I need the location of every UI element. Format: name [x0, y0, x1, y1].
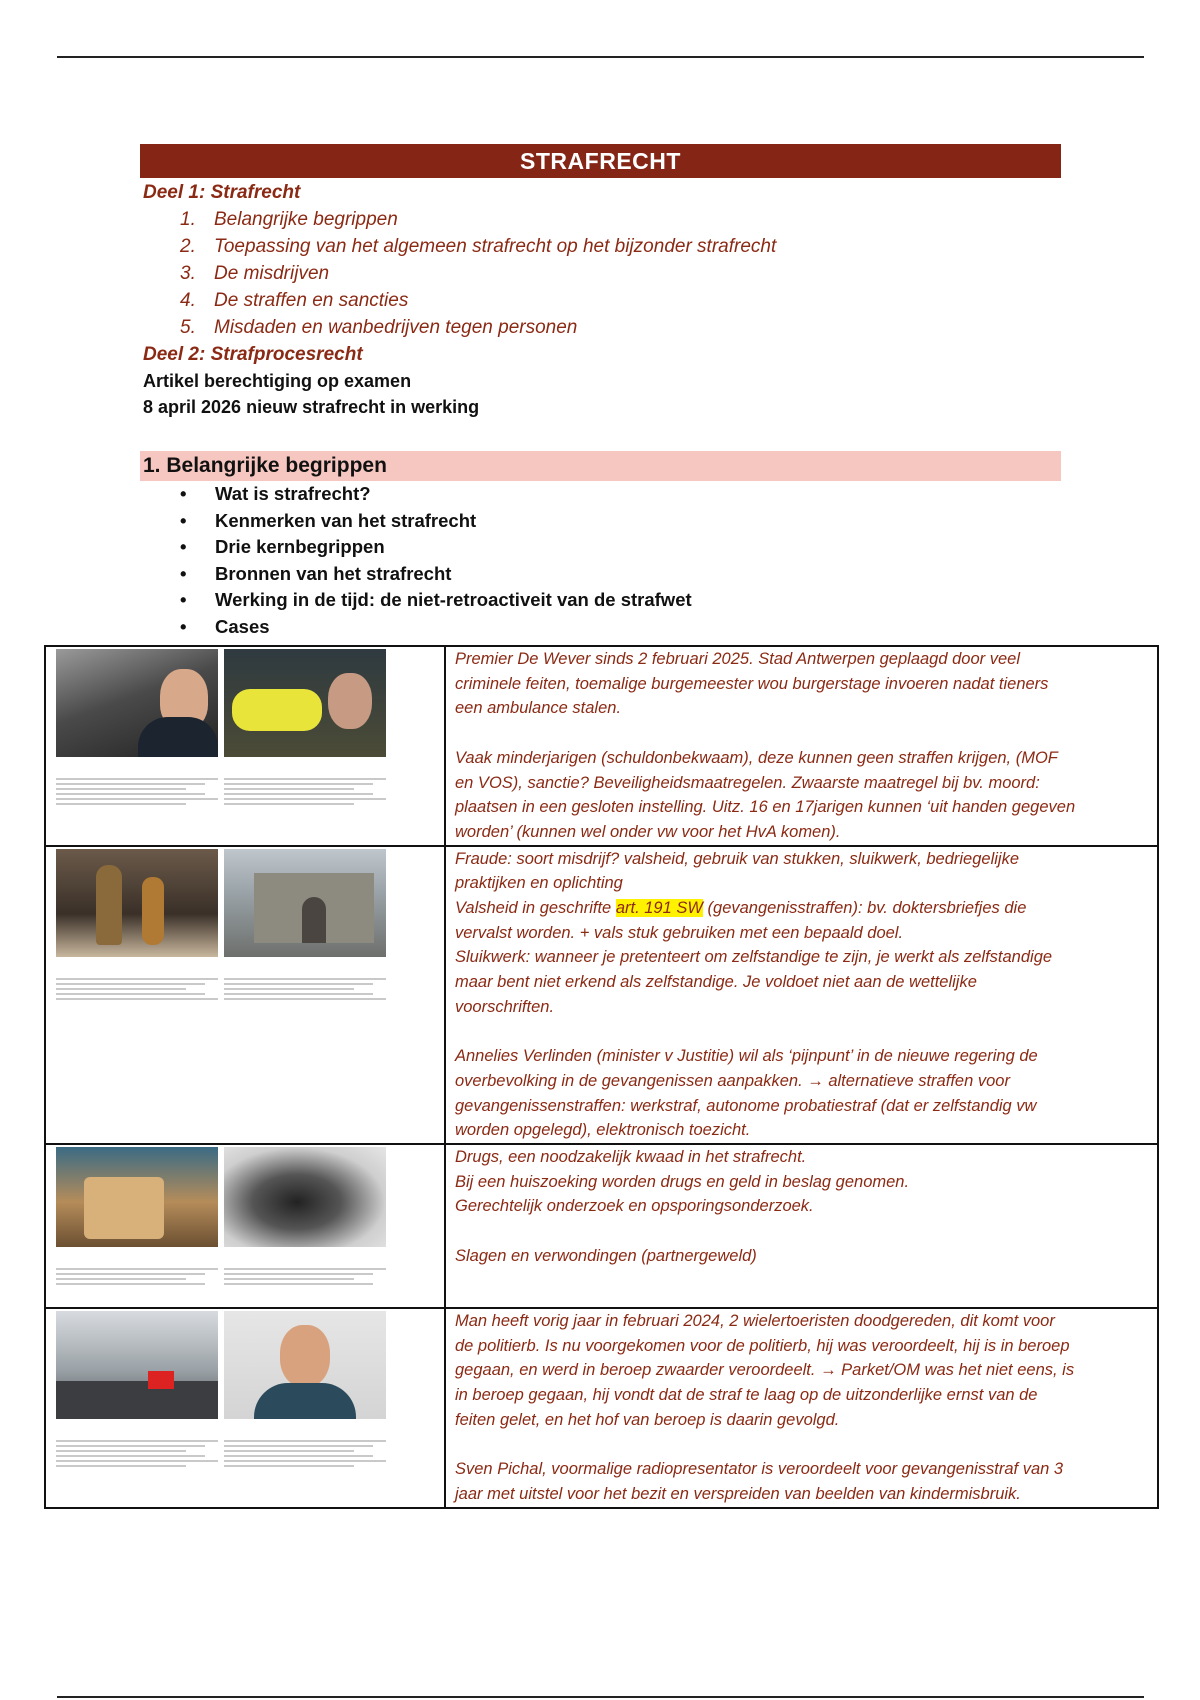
list-item: • Kenmerken van het strafrecht: [180, 509, 477, 531]
case-row: [45, 1308, 1158, 1508]
toc-item: 2. Toepassing van het algemeen strafrecht op het bijzonder strafrecht: [180, 236, 777, 257]
news-article-thumbnail: [56, 849, 218, 1000]
news-photo-prison: [224, 849, 386, 957]
section-heading: 1. Belangrijke begrippen: [140, 451, 1061, 481]
news-photo-road-accident: [56, 1311, 218, 1419]
case-text: Drugs, een noodzakelijk kwaad in het strafrecht. Bij een huiszoeking worden drugs en geld in beslag genomen. Gerechtelijk onderzoek en opsporingsonderzoek. Slagen en verwondingen (partnergeweld): [445, 1144, 1158, 1308]
case-row: [45, 646, 1158, 846]
bottom-rule: [57, 1696, 1144, 1698]
case-images: [45, 646, 445, 846]
news-photo-seized-goods: [56, 849, 218, 957]
table-of-contents: [143, 179, 1063, 420]
list-item: • Drie kernbegrippen: [180, 536, 385, 557]
news-article-thumbnail: [56, 1147, 218, 1285]
toc-deel-1: Deel 1: Strafrecht: [143, 182, 301, 203]
toc-list: [143, 206, 1063, 341]
cases-table: [44, 645, 1159, 1509]
note-new-law: 8 april 2026 nieuw strafrecht in werking: [143, 397, 480, 417]
article-reference-highlight: art. 191 SW: [615, 899, 703, 918]
news-article-thumbnail: [224, 649, 386, 805]
list-item: • Wat is strafrecht?: [180, 483, 371, 504]
case-images: [45, 846, 445, 1144]
toc-item: 5. Misdaden en wanbedrijven tegen personen: [180, 317, 578, 338]
news-photo-ambulance: [224, 649, 386, 757]
toc-deel-2: Deel 2: Strafprocesrecht: [143, 344, 363, 365]
case-text: Fraude: soort misdrijf? valsheid, gebruik van stukken, sluikwerk, bedriegelijke praktijken en oplichting Valsheid in geschrifte art. 191 SW (gevangenisstraffen): bv. doktersbriefjes die vervalst worden. + vals stuk gebruiken met een bepaald doel. Sluikwerk: wanneer je pretenteert om zelfstandige te zijn, je werkt als zelfstandige maar bent niet erkend als zelfstandige. Je voldoet niet aan de wettelijke voorschriften. Annelies Verlinden (minister v Justitie) wil als ‘pijnpunt’ in de nieuwe regering de overbevolking in de gevangenissen aanpakken. → alternatieve straffen voor gevangenissenstraffen: werkstraf, autonome probatiestraf (dat er zelfstandig vw worden opgelegd), elektronisch toezicht.: [445, 846, 1158, 1144]
toc-item: 1. Belangrijke begrippen: [180, 209, 398, 230]
top-rule: [57, 56, 1144, 58]
news-article-thumbnail: [56, 1311, 218, 1467]
news-article-thumbnail: [224, 1147, 386, 1285]
case-text: Premier De Wever sinds 2 februari 2025. Stad Antwerpen geplaagd door veel criminele feiten, toemalige burgemeester wou burgerstage invoeren nadat tieners een ambulance stalen. Vaak minderjarigen (schuldonbekwaam), deze kunnen geen straffen krijgen, (MOF en VOS), sanctie? Beveiligheidsmaatregelen. Zwaarste maatregel bij bv. moord: plaatsen in een gesloten instelling. Uitz. 16 en 17jarigen kunnen ‘uit handen gegeven worden’ (kunnen wel onder vw voor het HvA komen).: [445, 646, 1158, 846]
news-article-thumbnail: [224, 849, 386, 1000]
toc-item: 4. De straffen en sancties: [180, 290, 409, 311]
case-text: Man heeft vorig jaar in februari 2024, 2 wielertoeristen doodgereden, dit komt voor de politierb. Is nu voorgekomen voor de politierb, hij was veroordeelt, hij is in beroep gegaan, en werd in beroep zwaarder veroordeelt. → Parket/OM was het niet eens, is in beroep gegaan, hij vondt dat de straf te laag op de uitzonderlijke ernst van de feiten gelet, en het hof van beroep is daarin gevolgd. Sven Pichal, voormalige radiopresentator is veroordeelt voor gevangenisstraf van 3 jaar met uitstel voor het bezit en verspreiden van beelden van kindermisbruik.: [445, 1308, 1158, 1508]
list-item: • Werking in de tijd: de niet-retroactiveit van de strafwet: [180, 589, 692, 610]
news-article-thumbnail: [56, 649, 218, 805]
news-photo-de-wever: [56, 649, 218, 757]
list-item: • Bronnen van het strafrecht: [180, 562, 452, 584]
news-photo-drugs: [56, 1147, 218, 1247]
page-title: STRAFRECHT: [140, 144, 1061, 178]
news-photo-shadow: [224, 1147, 386, 1247]
note-exam: Artikel berechtiging op examen: [143, 371, 412, 391]
list-item: • Cases: [180, 615, 270, 637]
case-row: [45, 1144, 1158, 1308]
news-article-thumbnail: [224, 1311, 386, 1467]
topic-list: [180, 481, 692, 640]
case-images: [45, 1144, 445, 1308]
news-photo-sven-pichal: [224, 1311, 386, 1419]
case-images: [45, 1308, 445, 1508]
case-row: [45, 846, 1158, 1144]
toc-item: 3. De misdrijven: [180, 263, 330, 284]
